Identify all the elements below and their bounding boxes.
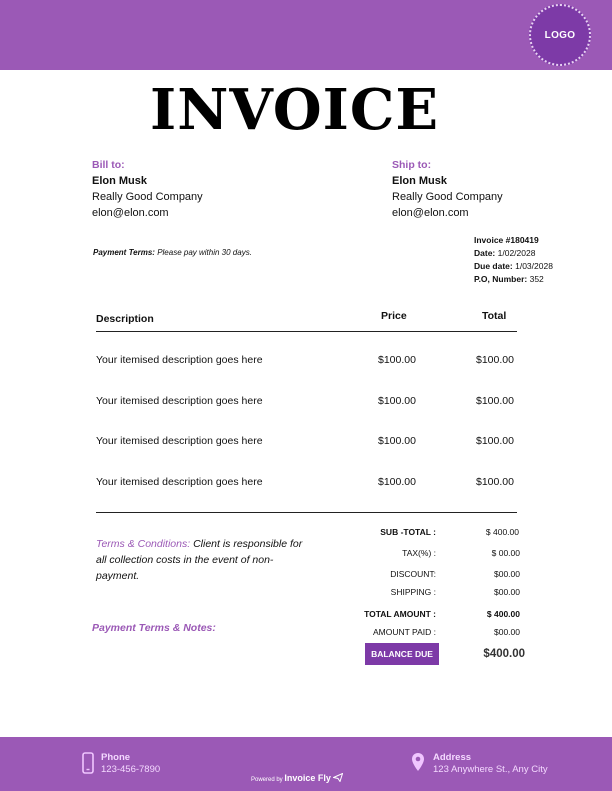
date-label: Date: [474,248,496,258]
powered-by-prefix: Powered by [251,777,283,783]
amount-paid-value: $00.00 [494,627,520,637]
row-price: $100.00 [378,476,416,488]
table-row [96,476,521,490]
row-description: Your itemised description goes here [96,354,263,366]
bill-to-block [92,157,203,221]
amount-paid-label: AMOUNT PAID : [373,627,436,637]
invoice-date: 1/02/2028 [497,248,536,258]
tax-value: $ 00.00 [491,548,520,558]
column-header-price: Price [381,310,407,322]
row-price: $100.00 [378,395,416,407]
row-total: $100.00 [476,435,514,447]
subtotal-label: SUB -TOTAL : [380,527,436,537]
payment-terms-label: Payment Terms: [93,248,155,257]
bill-to-name: Elon Musk [92,175,148,187]
location-pin-icon [411,752,425,777]
terms-text: Client is responsible for all collection costs in the event of non-payment. [96,538,303,582]
row-total: $100.00 [476,354,514,366]
table-footer-divider [96,512,517,513]
table-row [96,354,521,368]
bill-to-label: Bill to: [92,159,125,171]
invoice-title: INVOICE [150,77,440,143]
terms-heading: Terms & Conditions: [96,538,191,550]
column-header-description: Description [96,313,154,325]
address-label: Address [433,752,472,763]
bill-to-company: Really Good Company [92,191,203,203]
discount-label: DISCOUNT: [390,569,436,579]
powered-by-brand: Invoice Fly [284,773,331,783]
row-total: $100.00 [476,476,514,488]
ship-to-email: elon@elon.com [392,207,469,219]
payment-terms [93,248,252,257]
po-number: 352 [529,274,544,284]
table-header-divider [96,331,517,332]
payment-terms-text: Please pay within 30 days. [157,248,252,257]
row-description: Your itemised description goes here [96,395,263,407]
table-row [96,395,521,409]
shipping-label: SHIPPING : [390,587,436,597]
row-description: Your itemised description goes here [96,476,263,488]
paper-plane-icon [333,777,343,783]
row-total: $100.00 [476,395,514,407]
shipping-value: $00.00 [494,587,520,597]
ship-to-name: Elon Musk [392,175,448,187]
ship-to-block [392,157,503,221]
bill-to-email: elon@elon.com [92,207,169,219]
due-date-label: Due date: [474,261,513,271]
phone-icon [82,752,94,779]
total-amount-value: $ 400.00 [486,609,520,619]
tax-label: TAX(%) : [402,548,436,558]
ship-to-company: Really Good Company [392,191,503,203]
header-band [0,0,612,70]
logo: LOGO [529,4,591,66]
balance-due-badge: BALANCE DUE [365,643,439,665]
column-header-total: Total [482,310,507,322]
invoice-number: Invoice #180419 [474,235,539,245]
table-row [96,435,521,449]
payment-notes-heading: Payment Terms & Notes: [92,622,216,634]
balance-due-value: $400.00 [483,648,525,660]
row-price: $100.00 [378,435,416,447]
terms-and-conditions [96,536,311,584]
row-price: $100.00 [378,354,416,366]
phone-number: 123-456-7890 [101,764,161,775]
po-label: P.O, Number: [474,274,528,284]
row-description: Your itemised description goes here [96,435,263,447]
due-date: 1/03/2028 [515,261,553,271]
phone-label: Phone [101,752,131,763]
powered-by [251,773,343,783]
discount-value: $00.00 [494,569,520,579]
ship-to-label: Ship to: [392,159,432,171]
invoice-meta [474,234,553,286]
subtotal-value: $ 400.00 [485,527,519,537]
total-amount-label: TOTAL AMOUNT : [364,609,436,619]
address-value: 123 Anywhere St., Any City [433,764,548,775]
